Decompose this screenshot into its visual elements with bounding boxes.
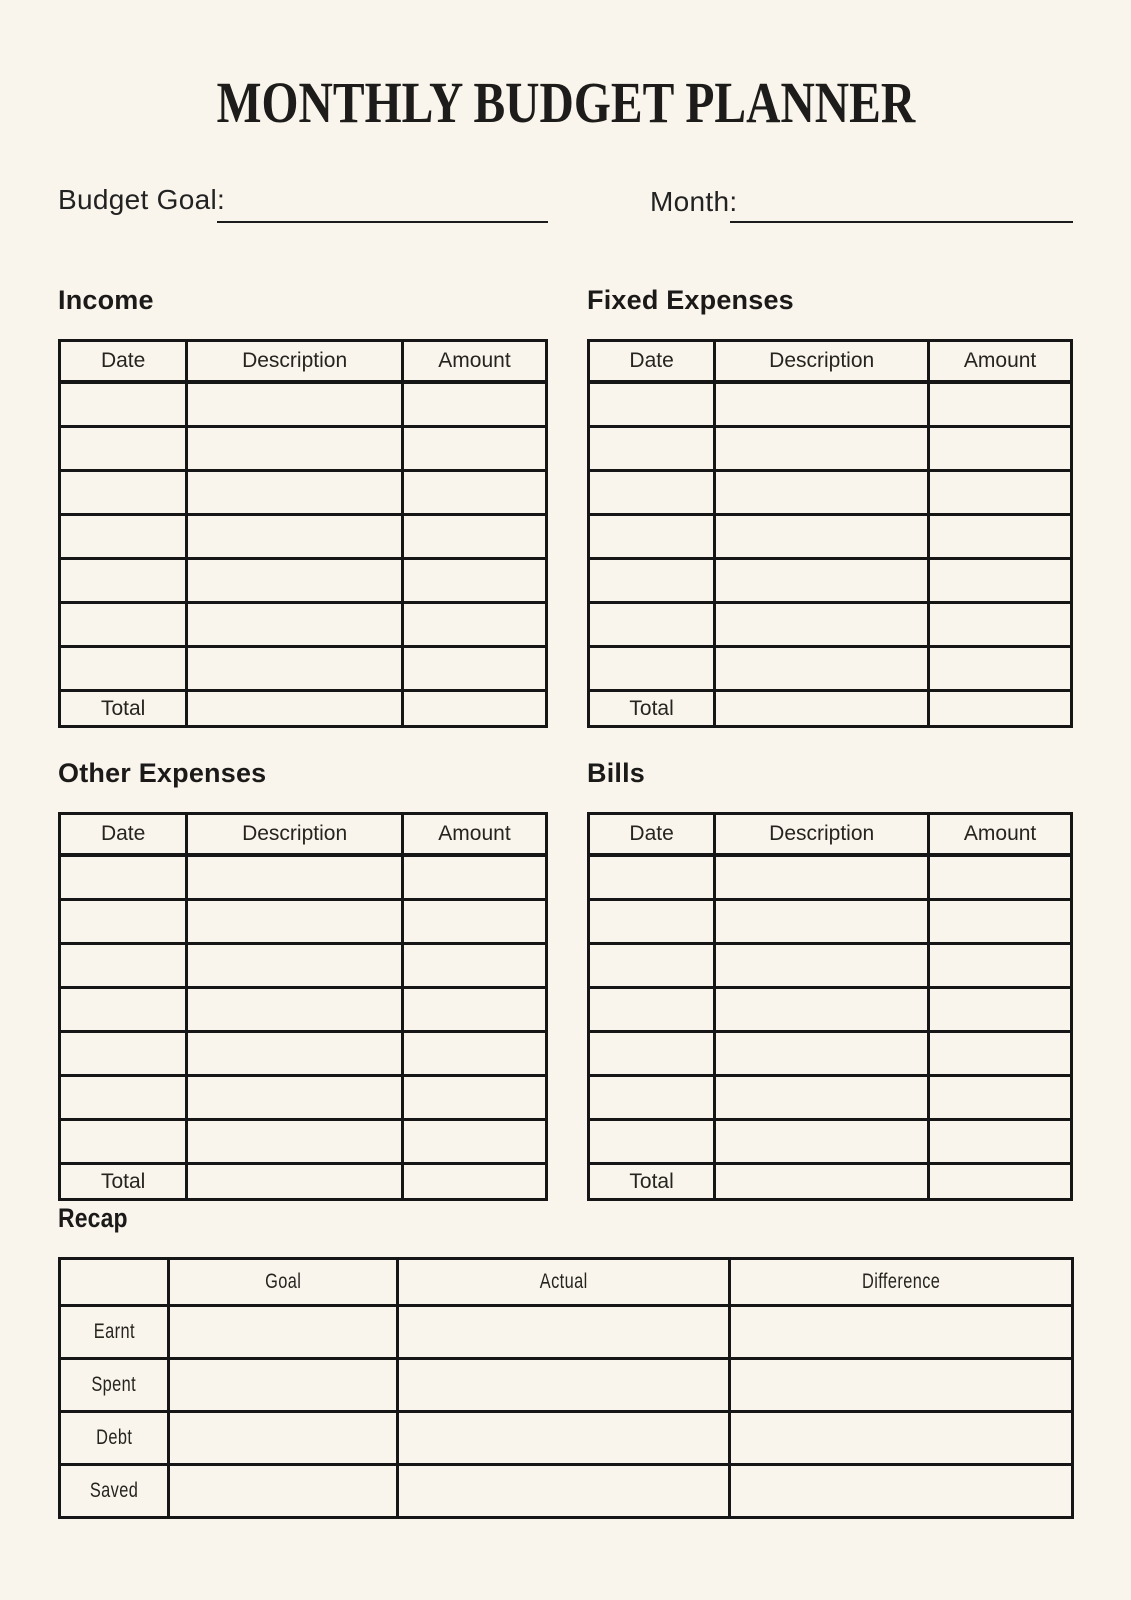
empty-cell — [715, 691, 929, 727]
empty-cell — [187, 471, 403, 515]
empty-cell — [729, 1465, 1072, 1518]
empty-cell — [589, 988, 715, 1032]
empty-row — [589, 855, 1072, 900]
empty-cell — [589, 944, 715, 988]
empty-cell — [715, 1076, 929, 1120]
column-header-description: Description — [715, 341, 929, 383]
empty-cell — [402, 944, 546, 988]
empty-cell — [589, 647, 715, 691]
empty-cell — [60, 855, 187, 900]
budget-table — [587, 812, 1073, 1201]
column-header-description: Description — [187, 341, 403, 383]
empty-cell — [60, 944, 187, 988]
empty-row — [589, 1120, 1072, 1164]
empty-row — [60, 855, 547, 900]
empty-cell — [398, 1359, 729, 1412]
recap-title-text: Recap — [58, 1203, 128, 1233]
empty-cell — [402, 691, 546, 727]
empty-cell — [60, 515, 187, 559]
empty-cell — [398, 1412, 729, 1465]
empty-cell — [60, 900, 187, 944]
section-title: Fixed Expenses — [587, 285, 794, 315]
empty-cell — [187, 647, 403, 691]
empty-row — [60, 603, 547, 647]
budget-table — [58, 812, 548, 1201]
empty-row — [60, 427, 547, 471]
column-header-amount: Amount — [402, 341, 546, 383]
empty-cell — [402, 855, 546, 900]
recap-row-label — [60, 1359, 169, 1412]
page-title — [0, 72, 1131, 134]
empty-cell — [187, 559, 403, 603]
empty-cell — [187, 900, 403, 944]
empty-row — [589, 647, 1072, 691]
empty-cell — [402, 1032, 546, 1076]
column-header-date: Date — [589, 814, 715, 856]
empty-cell — [169, 1412, 398, 1465]
empty-cell — [402, 427, 546, 471]
empty-cell — [402, 603, 546, 647]
empty-cell — [187, 691, 403, 727]
empty-row — [589, 603, 1072, 647]
empty-row — [60, 471, 547, 515]
empty-cell — [402, 1164, 546, 1200]
empty-cell — [589, 1120, 715, 1164]
empty-cell — [187, 1120, 403, 1164]
total-row — [589, 1164, 1072, 1200]
empty-row — [60, 647, 547, 691]
empty-cell — [589, 855, 715, 900]
empty-cell — [187, 427, 403, 471]
empty-cell — [729, 1306, 1072, 1359]
empty-cell — [929, 855, 1072, 900]
empty-cell — [715, 471, 929, 515]
empty-row — [589, 559, 1072, 603]
empty-cell — [187, 382, 403, 427]
empty-cell — [929, 471, 1072, 515]
empty-cell — [715, 1120, 929, 1164]
table-header-row — [589, 341, 1072, 383]
recap-row-saved — [60, 1465, 1073, 1518]
empty-cell — [187, 988, 403, 1032]
section-income — [58, 285, 548, 728]
empty-row — [60, 515, 547, 559]
empty-cell — [715, 988, 929, 1032]
empty-cell — [60, 647, 187, 691]
empty-cell — [187, 603, 403, 647]
column-header-description: Description — [715, 814, 929, 856]
recap-header-row — [60, 1259, 1073, 1306]
empty-cell — [589, 1076, 715, 1120]
empty-cell — [187, 855, 403, 900]
empty-cell — [398, 1465, 729, 1518]
recap-row-label-text: Earnt — [93, 1320, 135, 1343]
empty-cell — [929, 1032, 1072, 1076]
recap-row-label — [60, 1306, 169, 1359]
empty-row — [589, 1076, 1072, 1120]
empty-cell — [187, 1032, 403, 1076]
recap-row-label-text: Spent — [91, 1373, 137, 1396]
empty-cell — [929, 944, 1072, 988]
empty-cell — [715, 427, 929, 471]
empty-cell — [929, 900, 1072, 944]
empty-cell — [929, 1076, 1072, 1120]
empty-row — [589, 427, 1072, 471]
empty-row — [60, 1120, 547, 1164]
recap-column-header-actual — [398, 1259, 729, 1306]
empty-cell — [402, 515, 546, 559]
empty-row — [589, 988, 1072, 1032]
empty-cell — [169, 1465, 398, 1518]
total-row — [60, 1164, 547, 1200]
recap-row-earnt — [60, 1306, 1073, 1359]
recap-column-header-actual-text: Actual — [539, 1270, 588, 1293]
recap-corner-cell — [60, 1259, 169, 1306]
total-row — [60, 691, 547, 727]
empty-row — [60, 944, 547, 988]
column-header-date: Date — [60, 341, 187, 383]
recap-column-header-goal — [169, 1259, 398, 1306]
empty-cell — [929, 427, 1072, 471]
empty-cell — [929, 1120, 1072, 1164]
empty-cell — [402, 647, 546, 691]
empty-cell — [929, 603, 1072, 647]
table-header-row — [60, 814, 547, 856]
column-header-amount: Amount — [929, 814, 1072, 856]
empty-cell — [60, 988, 187, 1032]
total-label-cell: Total — [60, 691, 187, 727]
empty-cell — [589, 427, 715, 471]
empty-row — [589, 515, 1072, 559]
empty-cell — [715, 647, 929, 691]
recap-column-header-difference — [729, 1259, 1072, 1306]
empty-cell — [402, 988, 546, 1032]
empty-cell — [402, 471, 546, 515]
recap-row-label — [60, 1412, 169, 1465]
right-column — [587, 285, 1073, 1201]
empty-cell — [60, 471, 187, 515]
section-other-expenses — [58, 758, 548, 1201]
empty-row — [60, 1032, 547, 1076]
empty-cell — [402, 382, 546, 427]
recap-row-label-text: Saved — [89, 1479, 139, 1502]
empty-row — [60, 900, 547, 944]
empty-cell — [929, 691, 1072, 727]
empty-cell — [715, 1164, 929, 1200]
empty-row — [60, 382, 547, 427]
total-label-cell: Total — [589, 1164, 715, 1200]
recap-row-spent — [60, 1359, 1073, 1412]
empty-cell — [60, 1076, 187, 1120]
empty-cell — [60, 427, 187, 471]
empty-row — [589, 944, 1072, 988]
recap-row-debt — [60, 1412, 1073, 1465]
empty-cell — [589, 900, 715, 944]
empty-cell — [402, 900, 546, 944]
column-header-date: Date — [589, 341, 715, 383]
empty-cell — [715, 559, 929, 603]
budget-table — [587, 339, 1073, 728]
left-column — [58, 285, 548, 1201]
empty-cell — [929, 647, 1072, 691]
total-label-cell: Total — [589, 691, 715, 727]
empty-cell — [60, 559, 187, 603]
empty-cell — [402, 559, 546, 603]
empty-cell — [402, 1120, 546, 1164]
empty-cell — [715, 1032, 929, 1076]
empty-row — [589, 382, 1072, 427]
recap-row-label — [60, 1465, 169, 1518]
recap-column-header-difference-text: Difference — [861, 1270, 940, 1293]
section-title: Bills — [587, 758, 646, 788]
section-bills — [587, 758, 1073, 1201]
empty-cell — [715, 855, 929, 900]
empty-cell — [60, 603, 187, 647]
empty-row — [60, 559, 547, 603]
column-header-amount: Amount — [402, 814, 546, 856]
budget-goal-label: Budget Goal: — [58, 184, 226, 215]
empty-cell — [60, 1032, 187, 1076]
empty-cell — [589, 1032, 715, 1076]
empty-row — [589, 1032, 1072, 1076]
section-fixed-expenses — [587, 285, 1073, 728]
recap-column-header-goal-text: Goal — [265, 1270, 302, 1293]
empty-row — [589, 471, 1072, 515]
column-header-description: Description — [187, 814, 403, 856]
table-header-row — [589, 814, 1072, 856]
column-header-date: Date — [60, 814, 187, 856]
empty-cell — [187, 944, 403, 988]
section-title: Income — [58, 285, 154, 315]
month-fill-in-line — [730, 221, 1073, 223]
empty-cell — [929, 988, 1072, 1032]
empty-cell — [929, 382, 1072, 427]
empty-cell — [169, 1359, 398, 1412]
empty-cell — [187, 1164, 403, 1200]
empty-cell — [729, 1359, 1072, 1412]
empty-row — [589, 900, 1072, 944]
empty-cell — [589, 559, 715, 603]
empty-cell — [715, 515, 929, 559]
empty-cell — [402, 1076, 546, 1120]
empty-row — [60, 1076, 547, 1120]
column-header-amount: Amount — [929, 341, 1072, 383]
table-header-row — [60, 341, 547, 383]
recap-table — [58, 1257, 1074, 1519]
empty-cell — [589, 382, 715, 427]
empty-cell — [187, 1076, 403, 1120]
section-title: Other Expenses — [58, 758, 267, 788]
empty-cell — [929, 515, 1072, 559]
recap-title — [58, 1203, 1074, 1233]
empty-cell — [715, 382, 929, 427]
page-title-text: MONTHLY BUDGET PLANNER — [216, 70, 915, 135]
empty-cell — [187, 515, 403, 559]
total-label-cell: Total — [60, 1164, 187, 1200]
empty-cell — [715, 603, 929, 647]
empty-cell — [60, 382, 187, 427]
empty-cell — [929, 1164, 1072, 1200]
empty-cell — [398, 1306, 729, 1359]
total-row — [589, 691, 1072, 727]
empty-cell — [715, 944, 929, 988]
empty-cell — [60, 1120, 187, 1164]
section-recap — [58, 1203, 1074, 1519]
empty-cell — [929, 559, 1072, 603]
empty-cell — [589, 515, 715, 559]
month-label: Month: — [650, 186, 738, 217]
empty-cell — [729, 1412, 1072, 1465]
budget-goal-fill-in-line — [217, 221, 548, 223]
empty-cell — [169, 1306, 398, 1359]
empty-cell — [715, 900, 929, 944]
empty-row — [60, 988, 547, 1032]
recap-row-label-text: Debt — [95, 1426, 133, 1449]
empty-cell — [589, 603, 715, 647]
budget-table — [58, 339, 548, 728]
empty-cell — [589, 471, 715, 515]
